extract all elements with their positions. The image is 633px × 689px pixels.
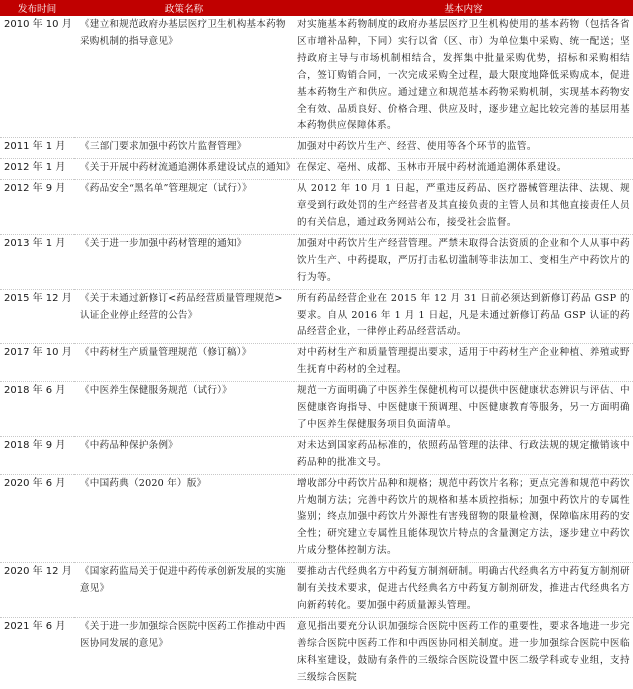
row-content: 要推动古代经典名方中药复方制剂研制。明确古代经典名方中药复方制剂研制有关技术要求，促进古代经典名方中药复方制剂研发，推进古代经典名方向新药转化。要加强中药质量源头管理。 [294,563,633,618]
row-policy-name: 《药品安全“黑名单”管理规定（试行）》 [74,180,294,235]
table-row [0,289,633,344]
row-policy-name: 《中药材生产质量管理规范（修订稿）》 [74,344,294,382]
header-date: 发布时间 [0,0,74,16]
row-policy-name: 《关于进一步加强综合医院中医药工作推动中西医协同发展的意见》 [80,620,286,649]
table-row [0,382,633,437]
row-policy-name: 《关于开展中药材流通追溯体系建设试点的通知》 [74,159,294,180]
row-policy-name: 《关于未通过新修订<药品经营质量管理规范>认证企业停止经营的公告》 [74,289,294,344]
row-content: 所有药品经营企业在 2015 年 12 月 31 日前必须达到新修订药品 GSP 的要求。自从 2016 年 1 月 1 日起，凡是未通过新修订药品 GSP 认证的药品经营企业，一律停止药品经营活动。 [294,289,633,344]
row-content: 加强对中药饮片生产经营管理。严禁未取得合法资质的企业和个人从事中药饮片生产、中药提取，严厉打击私切滥制等非法加工、变相生产中药饮片的行为等。 [294,234,633,289]
row-policy-name: 《国家药监局关于促进中药传承创新发展的实施意见》 [74,563,294,618]
table-row [0,436,633,474]
row-policy-name: 《建立和规范政府办基层医疗卫生机构基本药物采购机制的指导意见》 [74,16,294,138]
row-date: 2010 年 10 月 [0,16,74,138]
table-row [0,474,633,563]
row-date: 2011 年 1 月 [0,138,74,159]
row-date: 2018 年 6 月 [0,382,74,437]
row-date: 2020 年 6 月 [0,474,74,563]
row-date: 2018 年 9 月 [0,436,74,474]
row-date: 2012 年 1 月 [0,159,74,180]
row-date: 2020 年 12 月 [0,563,74,618]
table-row [0,159,633,180]
row-content: 对未达到国家药品标准的，依照药品管理的法律、行政法规的规定撤销该中药品种的批准文号。 [294,436,633,474]
table-row [0,16,633,138]
row-policy-name: 《中国药典（2020 年）版》 [74,474,294,563]
row-content: 对中药材生产和质量管理提出要求，适用于中药材生产企业种植、养殖或野生抚育中药材的全过程。 [294,344,633,382]
row-content: 在保定、亳州、成都、玉林市开展中药材流通追溯体系建设。 [294,159,633,180]
row-content: 增收部分中药饮片品种和规格；规范中药饮片名称；更点完善和规范中药饮片炮制方法；完善中药饮片的规格和基本质控指标；加强中药饮片的专属性鉴别；终点加强中药饮片外源性有害残留物的限量检测，保障临床用药的安全性；研究建立专属性且能体现饮片特点的含量测定方法，逐步建立中药饮片成分整体控制方法。 [294,474,633,563]
row-date: 2012 年 9 月 [0,180,74,235]
table-row [0,180,633,235]
row-date: 2021 年 6 月 [4,620,66,632]
table-row [0,344,633,382]
row-content: 从 2012 年 10 月 1 日起，严重违反药品、医疗器械管理法律、法规、规章受到行政处罚的生产经营者及其直接负责的主管人员和其他直接责任人员的有关信息，通过政务网站公布，接受社会监督。 [294,180,633,235]
row-date: 2017 年 10 月 [0,344,74,382]
row-content: 意见指出要充分认识加强综合医院中医药工作的重要性，要求各地进一步完善综合医院中医药工作和中西医协同相关制度。进一步加强综合医院中医临床科室建设，鼓励有条件的三级综合医院设置中医二级学科或专业组，支持三级综合医院 [297,620,630,683]
table-row [0,138,633,159]
table-body [0,16,633,689]
row-policy-name: 《中药品种保护条例》 [74,436,294,474]
row-content: 加强对中药饮片生产、经营、使用等各个环节的监管。 [294,138,633,159]
header-content: 基本内容 [294,0,633,16]
table-header [0,0,633,16]
row-content: 规范一方面明确了中医养生保健机构可以提供中医健康状态辨识与评估、中医健康咨询指导、中医健康干预调理、中医健康教育等服务，另一方面明确了中医养生保健服务项目负面清单。 [294,382,633,437]
row-date: 2013 年 1 月 [0,234,74,289]
row-policy-name: 《三部门要求加强中药饮片监督管理》 [74,138,294,159]
header-row [0,0,633,16]
header-name: 政策名称 [74,0,294,16]
row-policy-name: 《中医养生保健服务规范（试行）》 [74,382,294,437]
row-policy-name: 《关于进一步加强中药材管理的通知》 [74,234,294,289]
table-row [0,617,633,688]
row-date: 2015 年 12 月 [0,289,74,344]
row-content: 对实施基本药物制度的政府办基层医疗卫生机构使用的基本药物（包括各省区市增补品种，下同）实行以省（区、市）为单位集中采购、统一配送；坚持政府主导与市场机制相结合，发挥集中批量采购优势，招标和采购相结合，签订购销合同，一次完成采购全过程，最大限度地降低采购成本，促进基本药物生产和供应。通过建立和规范基本药物采购机制，实现基本药物安全有效、品质良好、价格合理、供应及时，逐步建立起比较完善的基层用基本药物供应保障体系。 [294,16,633,138]
table-row [0,563,633,618]
table-row [0,234,633,289]
